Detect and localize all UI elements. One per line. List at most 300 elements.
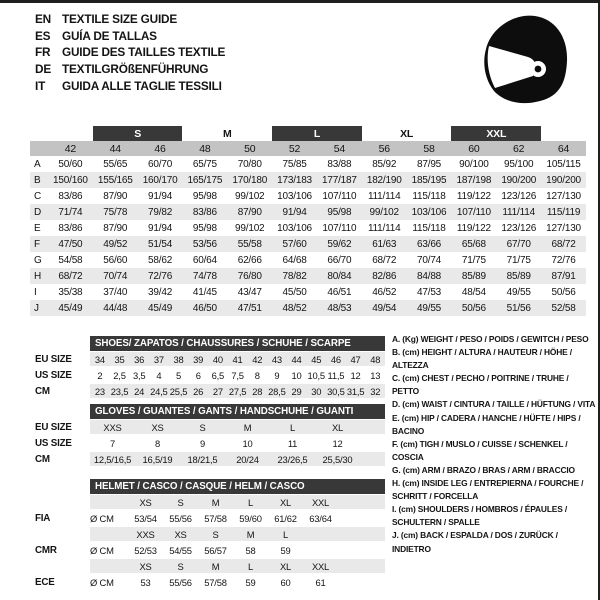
row-label: CM — [35, 453, 50, 465]
measurement-row — [30, 188, 586, 204]
size-cell: XS — [151, 421, 164, 433]
language-title-list — [35, 11, 225, 94]
measurement-cell: 190/200 — [541, 172, 586, 188]
size-cell: 9 — [274, 369, 280, 381]
size-cell: 31,5 — [346, 385, 365, 397]
size-cell: 12 — [350, 369, 361, 381]
language-code: EN — [35, 12, 51, 27]
size-number-cell: 48 — [182, 141, 227, 156]
size-cell: 30 — [311, 385, 322, 397]
measurement-cell: 55/56 — [169, 576, 192, 588]
language-row — [35, 77, 225, 94]
measurement-cell: 53 — [140, 576, 151, 588]
size-cell: M — [211, 496, 220, 508]
measurement-cell: 52/53 — [134, 544, 157, 556]
measurement-cell: 71/75 — [506, 254, 531, 266]
measurement-cell: 190/200 — [496, 172, 541, 188]
measurement-cell: 63/64 — [309, 512, 332, 524]
size-number-cell: 58 — [407, 141, 452, 156]
size-cell: 4 — [156, 369, 162, 381]
language-title: GUIDA ALLE TAGLIE TESSILI — [62, 78, 222, 93]
measurement-cell: 111/114 — [367, 190, 401, 202]
helmet-values-row — [35, 510, 385, 526]
size-cell: 45 — [311, 353, 322, 365]
measurement-cell: 87/91 — [541, 268, 586, 284]
measurement-cell: 47/51 — [227, 300, 272, 316]
size-cell: 12,5/16,5 — [93, 453, 132, 465]
size-cell: S — [177, 560, 184, 572]
measurement-cell: 71/74 — [48, 204, 93, 220]
row-cells — [90, 420, 385, 434]
size-cell: L — [282, 528, 288, 540]
row-cells — [90, 352, 385, 366]
size-group-cell: M — [223, 127, 232, 140]
gloves-table — [35, 404, 385, 467]
size-cell: XXS — [103, 421, 122, 433]
measurement-cell: 91/94 — [272, 204, 317, 220]
measurement-cell: 43/47 — [237, 286, 262, 298]
size-cell: M — [246, 528, 255, 540]
measurement-row — [30, 252, 586, 268]
measurement-cell: 66/70 — [327, 254, 352, 266]
helmet-values-row — [35, 542, 385, 558]
measurement-cell: 48/52 — [272, 300, 317, 316]
measurement-cell: 83/86 — [182, 204, 227, 220]
measurement-cell: 62/66 — [237, 254, 262, 266]
measurement-cell: 49/54 — [362, 300, 407, 316]
measurement-row — [30, 268, 586, 284]
size-cell: 42 — [252, 353, 263, 365]
unit-cell: Ø CM — [90, 544, 114, 556]
size-cell: L — [247, 560, 253, 572]
size-group-cell: XL — [400, 127, 414, 140]
measurement-cell: 90/100 — [459, 158, 489, 170]
measurement-cell: 115/118 — [412, 222, 446, 234]
size-cell: 7,5 — [231, 369, 244, 381]
measurement-cell: 49/55 — [407, 300, 452, 316]
size-number-cell: 42 — [48, 141, 93, 156]
measurement-row — [30, 156, 586, 172]
size-cell: 6,5 — [211, 369, 225, 381]
measurement-cell: 105/115 — [546, 158, 581, 170]
language-title: GUIDE DES TAILLES TEXTILE — [62, 45, 226, 60]
row-cells — [90, 495, 385, 509]
measurement-cell: 127/130 — [546, 190, 581, 202]
size-cell: 44 — [291, 353, 302, 365]
table-row — [35, 367, 385, 383]
size-cell: 43 — [271, 353, 282, 365]
measurement-cell: 68/72 — [372, 254, 397, 266]
measurement-cell: 53/56 — [182, 236, 227, 252]
size-cell: 47 — [350, 353, 361, 365]
measurement-cell: 50/56 — [451, 300, 496, 316]
measurement-cell: 55/65 — [103, 158, 128, 170]
row-letter: A — [34, 158, 41, 170]
measurement-cell: 111/114 — [367, 222, 401, 234]
size-cell: 41 — [232, 353, 243, 365]
language-row — [35, 61, 225, 78]
legend-item: B. (cm) HEIGHT / ALTURA / HAUTEUR / HÖHE / ALTEZZA — [392, 347, 572, 371]
shoes-title-bar: SHOES/ ZAPATOS / CHAUSSURES / SCHUHE / SCARPE — [90, 336, 385, 351]
size-cell: S — [177, 496, 184, 508]
measurement-cell: 123/126 — [501, 190, 537, 202]
legend-item: I. (cm) SHOULDERS / HOMBROS / ÉPAULES / SCHULTERN / SPALLE — [392, 504, 568, 528]
size-cell: 34 — [94, 353, 105, 365]
helmet-table — [35, 479, 385, 590]
measurement-cell: 170/180 — [227, 172, 272, 188]
measurement-cell: 87/90 — [227, 204, 272, 220]
measurement-cell: 91/94 — [148, 222, 173, 234]
size-cell: S — [212, 528, 219, 540]
size-cell: XS — [139, 560, 152, 572]
size-cell: 11,5 — [327, 369, 345, 381]
measurement-cell: 50/56 — [551, 286, 576, 298]
size-cell: 16,5/19 — [142, 453, 173, 465]
measurement-cell: 115/119 — [541, 204, 586, 220]
language-title: GUÍA DE TALLAS — [62, 28, 157, 43]
measurement-cell: 165/175 — [182, 172, 227, 188]
legend-item: D. (cm) WAIST / CINTURA / TAILLE / HÜFTUNG / VITA — [392, 399, 596, 410]
row-letter: B — [30, 172, 48, 188]
measurement-row — [30, 204, 586, 220]
size-number-cell: 52 — [272, 141, 317, 156]
size-cell: 12 — [332, 437, 343, 449]
measurement-cell: 45/49 — [48, 300, 93, 316]
measurement-cell: 99/102 — [235, 222, 265, 234]
measurement-cell: 60/70 — [148, 158, 173, 170]
standard-label: FIA — [35, 512, 51, 524]
measurement-cell: 95/100 — [504, 158, 534, 170]
measurement-cell: 65/75 — [192, 158, 217, 170]
measurement-cell: 59/62 — [317, 236, 362, 252]
legend-item: C. (cm) CHEST / PECHO / POITRINE / TRUHE / PETTO — [392, 373, 569, 397]
helmet-sizes-row — [35, 494, 385, 510]
measurement-cell: 47/50 — [48, 236, 93, 252]
gloves-rows — [35, 419, 385, 467]
measurement-cell: 53/54 — [134, 512, 157, 524]
measurement-cell: 127/130 — [546, 222, 581, 234]
size-cell: 32 — [370, 385, 381, 397]
size-group-cell: L — [272, 126, 362, 141]
size-cell: 24 — [134, 385, 145, 397]
top-border-line — [0, 0, 600, 3]
size-cell: 23,5 — [110, 385, 129, 397]
size-number-cell: 44 — [93, 141, 138, 156]
measurement-cell: 35/38 — [58, 286, 83, 298]
measurement-cell: 87/95 — [417, 158, 442, 170]
measurement-cell: 65/68 — [451, 236, 496, 252]
row-letter: J — [30, 300, 48, 316]
size-cell: 27,5 — [228, 385, 247, 397]
language-code: ES — [35, 28, 51, 43]
measurement-cell: 91/94 — [148, 190, 173, 202]
row-label: CM — [35, 385, 50, 397]
measurement-cell: 182/190 — [362, 172, 407, 188]
measurement-cell: 61/62 — [274, 512, 297, 524]
helmet-icon — [477, 13, 572, 105]
size-cell: XXS — [136, 528, 155, 540]
measurement-cell: 79/82 — [138, 204, 183, 220]
measurement-cell: 58 — [245, 544, 256, 556]
size-group-cell — [30, 126, 93, 141]
measurement-cell: 103/106 — [277, 222, 312, 234]
gloves-title-bar: GLOVES / GUANTES / GANTS / HANDSCHUHE / GUANTI — [90, 404, 385, 419]
measurement-cell: 72/76 — [138, 268, 183, 284]
size-number-cell: 46 — [138, 141, 183, 156]
row-letter: C — [34, 190, 42, 202]
size-cell: 9 — [199, 437, 205, 449]
size-cell: 46 — [330, 353, 341, 365]
legend-item: H. (cm) INSIDE LEG / ENTREPIERNA / FOURCHE / SCHRITT / FORCELLA — [392, 478, 584, 502]
measurement-cell: 57/58 — [204, 512, 227, 524]
measurement-cell: 46/50 — [182, 300, 227, 316]
size-cell: XL — [331, 421, 344, 433]
size-cell: 3,5 — [132, 369, 146, 381]
size-cell: 10 — [291, 369, 302, 381]
measurement-cell: 95/98 — [317, 204, 362, 220]
row-cells — [90, 575, 385, 589]
legend-item: A. (Kg) WEIGHT / PESO / POIDS / GEWITCH / PESO — [392, 334, 589, 344]
size-group-cell: S — [93, 126, 183, 141]
row-cells — [90, 543, 385, 557]
table-row — [35, 383, 385, 399]
measurement-cell: 70/74 — [417, 254, 442, 266]
measurement-cell: 48/54 — [461, 286, 486, 298]
measurement-cell: 61/63 — [362, 236, 407, 252]
size-cell: 36 — [134, 353, 145, 365]
table-row — [35, 419, 385, 435]
measurement-cell: 111/114 — [496, 204, 541, 220]
measurement-cell: 107/110 — [322, 222, 357, 234]
shoes-table — [35, 336, 385, 399]
measurement-row — [30, 236, 586, 252]
measurement-cell: 37/40 — [103, 286, 128, 298]
measurement-cell: 82/86 — [362, 268, 407, 284]
measurement-cell: 70/80 — [237, 158, 262, 170]
size-number-cell: 62 — [496, 141, 541, 156]
measurement-cell: 74/78 — [182, 268, 227, 284]
size-cell: 24,5 — [150, 385, 168, 397]
size-cell: XL — [279, 496, 292, 508]
row-letter: F — [30, 236, 48, 252]
measurement-cell: 57/58 — [204, 576, 227, 588]
measurement-cell: 123/126 — [501, 222, 537, 234]
size-cell: 20/24 — [236, 453, 259, 465]
measurement-cell: 68/72 — [48, 268, 93, 284]
measurement-cell: 63/66 — [407, 236, 452, 252]
shoes-rows — [35, 351, 385, 399]
standard-label: ECE — [35, 576, 55, 588]
row-cells — [90, 452, 385, 466]
size-group-cell: XXL — [451, 126, 541, 141]
size-cell: 10,5 — [307, 369, 325, 381]
row-letter: D — [30, 204, 48, 220]
measurement-row — [30, 220, 586, 236]
row-label: EU SIZE — [35, 421, 72, 433]
helmet-sizes-row — [35, 526, 385, 542]
measurement-cell: 185/195 — [407, 172, 452, 188]
measurement-cell: 85/89 — [496, 268, 541, 284]
measurement-cell: 72/76 — [551, 254, 576, 266]
size-cell: 13 — [370, 369, 381, 381]
size-number-cell: 64 — [541, 141, 586, 156]
measurement-cell: 45/50 — [282, 286, 307, 298]
legend-item: G. (cm) ARM / BRAZO / BRAS / ARM / BRACCIO — [392, 464, 575, 475]
measurement-cell: 54/55 — [169, 544, 192, 556]
legend-item: E. (cm) HIP / CADERA / HANCHE / HÜFTE / HIPS / BACINO — [392, 412, 581, 436]
size-number-cell: 56 — [362, 141, 407, 156]
measurement-cell: 48/53 — [317, 300, 362, 316]
size-cell: S — [199, 421, 206, 433]
legend-item: J. (cm) BACK / ESPALDA / DOS / ZURÜCK / INDIETRO — [392, 530, 558, 554]
size-cell: 11 — [287, 437, 298, 449]
measurement-cell: 60/64 — [192, 254, 217, 266]
size-cell: 2,5 — [113, 369, 126, 381]
measurement-cell: 71/75 — [461, 254, 486, 266]
helmet-values-row — [35, 574, 385, 590]
measurement-cell: 76/80 — [227, 268, 272, 284]
measurement-cell: 103/106 — [277, 190, 312, 202]
measurement-cell: 59 — [245, 576, 256, 588]
measurement-cell: 61 — [315, 576, 326, 588]
size-cell: 25,5 — [169, 385, 188, 397]
measurement-cell: 173/183 — [272, 172, 317, 188]
row-cells — [90, 368, 385, 382]
measurement-cell: 47/53 — [417, 286, 442, 298]
measurement-cell: 67/70 — [496, 236, 541, 252]
language-row — [35, 44, 225, 61]
size-cell: 8 — [254, 369, 260, 381]
size-cell: XXL — [311, 560, 330, 572]
measurement-cell: 45/49 — [138, 300, 183, 316]
measurement-cell: 46/51 — [327, 286, 352, 298]
size-cell: 6 — [195, 369, 201, 381]
size-cell: M — [211, 560, 220, 572]
measurement-cell: 87/90 — [103, 222, 128, 234]
textile-size-table — [30, 126, 586, 316]
size-cell: XL — [279, 560, 292, 572]
row-label: US SIZE — [35, 437, 72, 449]
measurement-cell: 95/98 — [192, 190, 217, 202]
language-row — [35, 28, 225, 45]
size-cell: XXL — [311, 496, 330, 508]
measurement-cell: 160/170 — [138, 172, 183, 188]
language-code: FR — [35, 45, 51, 60]
measurement-cell: 60 — [280, 576, 291, 588]
size-cell: 23/26,5 — [277, 453, 308, 465]
table-row — [35, 435, 385, 451]
measurement-cell: 75/85 — [282, 158, 307, 170]
size-cell: 38 — [173, 353, 184, 365]
measurement-cell: 56/57 — [204, 544, 227, 556]
standard-label: CMR — [35, 544, 57, 556]
measurement-cell: 64/68 — [282, 254, 307, 266]
size-cell: 23 — [94, 385, 105, 397]
measurement-cell: 115/118 — [412, 190, 446, 202]
language-title: TEXTILGRÖßENFÜHRUNG — [62, 62, 209, 77]
size-cell: 39 — [193, 353, 204, 365]
size-cell: M — [243, 421, 252, 433]
size-cell: 30,5 — [327, 385, 345, 397]
measurement-cell: 44/48 — [93, 300, 138, 316]
measurement-cell: 46/52 — [372, 286, 397, 298]
row-letter: I — [34, 286, 37, 298]
size-cell: 28,5 — [268, 385, 286, 397]
row-cells — [90, 511, 385, 525]
row-cells — [90, 527, 385, 541]
row-cells — [90, 436, 385, 450]
measurement-cell: 50/60 — [58, 158, 83, 170]
size-cell: XS — [174, 528, 187, 540]
unit-cell: Ø CM — [90, 512, 114, 524]
unit-cell: Ø CM — [90, 576, 114, 588]
measurement-cell: 187/198 — [451, 172, 496, 188]
measurement-cell: 80/84 — [317, 268, 362, 284]
measurement-row — [30, 284, 586, 300]
size-cell: 26 — [193, 385, 204, 397]
legend-item: F. (cm) TIGH / MUSLO / CUISSE / SCHENKEL / COSCIA — [392, 438, 568, 462]
row-cells — [90, 384, 385, 398]
measurement-cell: 70/74 — [93, 268, 138, 284]
size-group-cell — [541, 126, 586, 141]
size-cell: 10 — [242, 437, 253, 449]
measurement-cell: 52/58 — [541, 300, 586, 316]
measurement-cell: 155/165 — [93, 172, 138, 188]
size-cell: 2 — [97, 369, 103, 381]
helmet-sizes-row — [35, 558, 385, 574]
size-cell: 35 — [114, 353, 125, 365]
size-number-row — [30, 141, 586, 156]
measurement-cell: 59/60 — [239, 512, 262, 524]
measurement-cell: 55/58 — [227, 236, 272, 252]
measurement-cell: 83/86 — [58, 222, 83, 234]
size-cell: XS — [139, 496, 152, 508]
size-cell: 25,5/30 — [322, 453, 353, 465]
size-cell: 8 — [154, 437, 160, 449]
measurement-cell: 119/122 — [456, 190, 491, 202]
measurement-cell: 85/92 — [372, 158, 397, 170]
measurement-cell: 177/187 — [317, 172, 362, 188]
row-label: EU SIZE — [35, 353, 72, 365]
measurement-cell: 58/62 — [148, 254, 173, 266]
measurement-cell: 83/86 — [58, 190, 83, 202]
language-code: DE — [35, 62, 51, 77]
size-cell: L — [247, 496, 253, 508]
row-letter: E — [34, 222, 41, 234]
measurement-cell: 119/122 — [456, 222, 491, 234]
size-cell: 29 — [291, 385, 302, 397]
size-cell: 27 — [212, 385, 223, 397]
table-row — [35, 451, 385, 467]
row-cells — [90, 559, 385, 573]
measurement-row — [30, 300, 586, 316]
size-number-cell: 50 — [227, 141, 272, 156]
language-code: IT — [35, 78, 46, 93]
measurement-cell: 107/110 — [451, 204, 496, 220]
measurement-cell: 75/78 — [93, 204, 138, 220]
language-title: TEXTILE SIZE GUIDE — [62, 12, 178, 27]
measurement-cell: 54/58 — [58, 254, 83, 266]
row-letter: H — [30, 268, 48, 284]
size-group-row — [30, 126, 586, 141]
measurement-cell: 41/45 — [192, 286, 217, 298]
measurement-cell: 99/102 — [362, 204, 407, 220]
size-cell: L — [289, 421, 295, 433]
measurement-cell: 83/88 — [327, 158, 352, 170]
measurement-cell: 59 — [280, 544, 291, 556]
corner-cell — [30, 141, 48, 156]
measurement-cell: 107/110 — [322, 190, 357, 202]
